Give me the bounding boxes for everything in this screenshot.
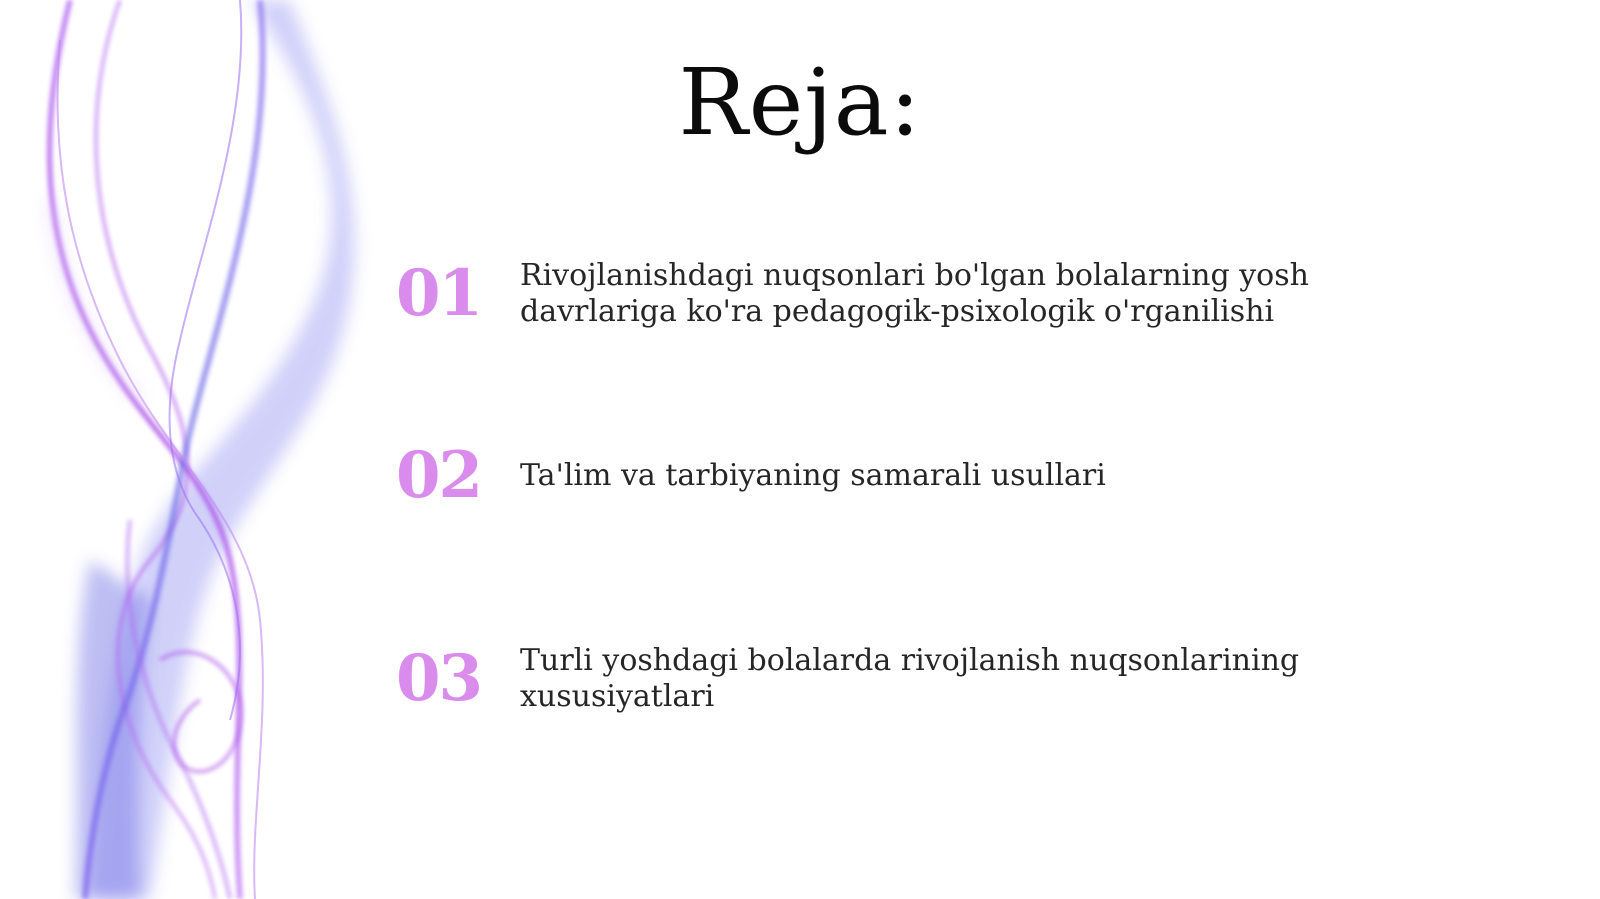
- slide-title: Reja:: [678, 49, 922, 156]
- purple-smoke-decoration: [0, 0, 380, 899]
- plan-item-number: 03: [396, 641, 482, 716]
- plan-item: [396, 258, 1546, 330]
- plan-item-text: Ta'lim va tarbiyaning samarali usullari: [520, 458, 1106, 493]
- plan-item-text: Turli yoshdagi bolalarda rivojlanish nuqsonlarining xususiyatlari: [520, 643, 1300, 714]
- plan-item-number: 01: [396, 256, 482, 331]
- plan-item-number: 02: [396, 438, 482, 513]
- plan-item: [396, 440, 1546, 512]
- plan-item-text: Rivojlanishdagi nuqsonlari bo'lgan bolalarning yosh davrlariga ko'ra pedagogik-psixologik o'rganilishi: [520, 258, 1309, 329]
- plan-item: [396, 643, 1546, 715]
